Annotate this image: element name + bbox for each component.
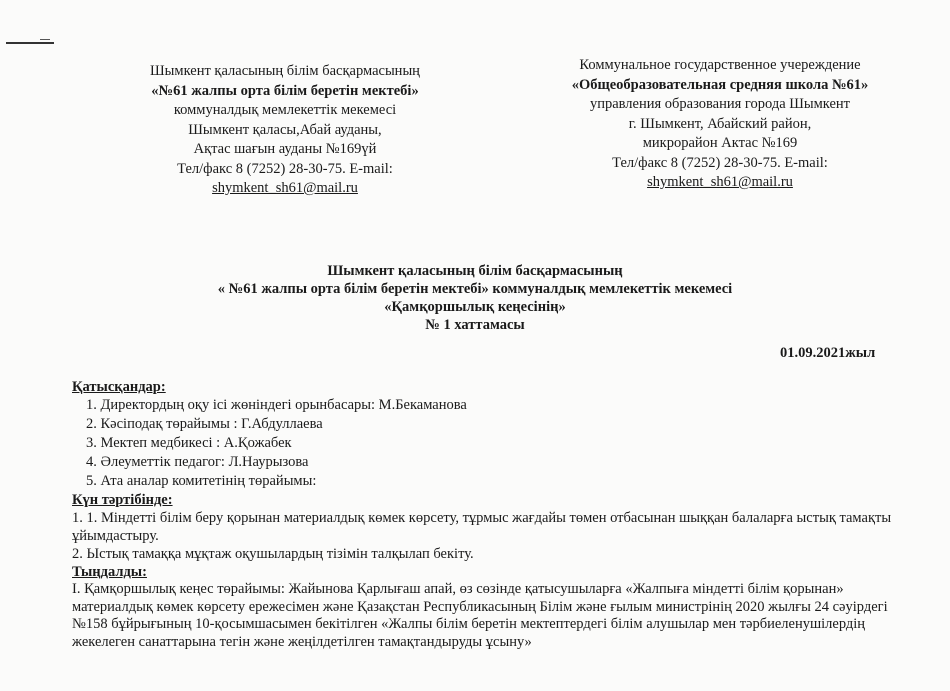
title-line: Шымкент қаласының білім басқармасының [327,263,623,279]
heard-heading: Тыңдалды: [72,564,147,580]
participant-item: 5. Ата аналар комитетінің төрайымы: [86,473,317,489]
header-left-phone: Тел/факс 8 (7252) 28-30-75. E-mail: [177,160,393,177]
agenda-item-2: 2. Ыстық тамаққа мұқтаж оқушылардың тізімін талқылап бекіту. [72,546,474,562]
header-left-email-link[interactable]: shymkent_sh61@mail.ru [212,180,358,196]
participants-heading: Қатысқандар: [72,379,166,395]
header-right-line: г. Шымкент, Абайский район, [628,115,812,132]
participants-list [72,396,902,491]
participant-item: 4. Әлеуметтік педагог: Л.Наурызова [86,454,309,470]
protocol-number: № 1 хаттамасы [425,317,525,333]
scan-mark-small [40,39,50,40]
header-right-russian [540,56,900,193]
header-left-line: Шымкент қаласының білім басқармасының [150,63,420,79]
header-left-school-name: «№61 жалпы орта білім беретін мектебі» [151,82,419,99]
agenda-heading: Күн тәртібінде: [72,492,173,508]
header-right-email-link[interactable]: shymkent_sh61@mail.ru [647,174,793,190]
participant-item: 2. Кәсіподақ төрайымы : Г.Абдуллаева [86,416,323,432]
header-right-line: микрорайон Актас №169 [642,135,798,151]
header-right-line: управления образования города Шымкент [589,96,851,112]
header-left-line: Ақтас шағын ауданы №169үй [193,141,377,157]
document-date: 01.09.2021жыл [780,345,876,361]
header-right-line: Коммунальное государственное учереждение [579,57,861,73]
participant-item: 3. Мектеп медбикесі : А.Қожабек [86,435,292,451]
document-title [150,262,800,334]
title-line: « №61 жалпы орта білім беретін мектебі» коммуналдық мемлекеттік мекемесі [217,281,733,297]
agenda-item-1: 1. 1. Міндетті білім беру қорынан материалдық көмек көрсету, тұрмыс жағдайы төмен отбасынан шыққан балаларға ыстық тамақты ұйымдастыру. [72,510,892,544]
header-left-kazakh [120,62,450,199]
participant-item: 1. Директордың оқу ісі жөніндегі орынбасары: М.Бекаманова [86,397,467,413]
header-right-phone: Тел/факс 8 (7252) 28-30-75. E-mail: [612,154,828,171]
heard-text: I. Қамқоршылық кеңес төрайымы: Жайынова Қарлығаш апай, өз сөзінде қатысушыларға «Жалпыға міндетті білім қорынан» материалдық көмек көрсету ережесімен және Қазақстан Республикасының Білім және ғылым министрінің 2020 жылғы 24 сәуірдегі №158 бұйрығының 10-қосымшасымен бекітілген «Жалпы білім беретін мектептердегі білім алушылар мен тәрбиеленушілердің жекелеген санаттарына тегін және жеңілдетілген тамақтандыруды ұсыну» [72,581,888,650]
header-left-line: коммуналдық мемлекеттік мекемесі [173,102,397,118]
header-left-line: Шымкент қаласы,Абай ауданы, [188,121,382,138]
scan-mark [6,42,54,44]
title-line: «Қамқоршылық кеңесінің» [384,299,566,315]
document-body [72,378,902,651]
header-right-school-name: «Общеобразовательная средняя школа №61» [571,76,869,93]
